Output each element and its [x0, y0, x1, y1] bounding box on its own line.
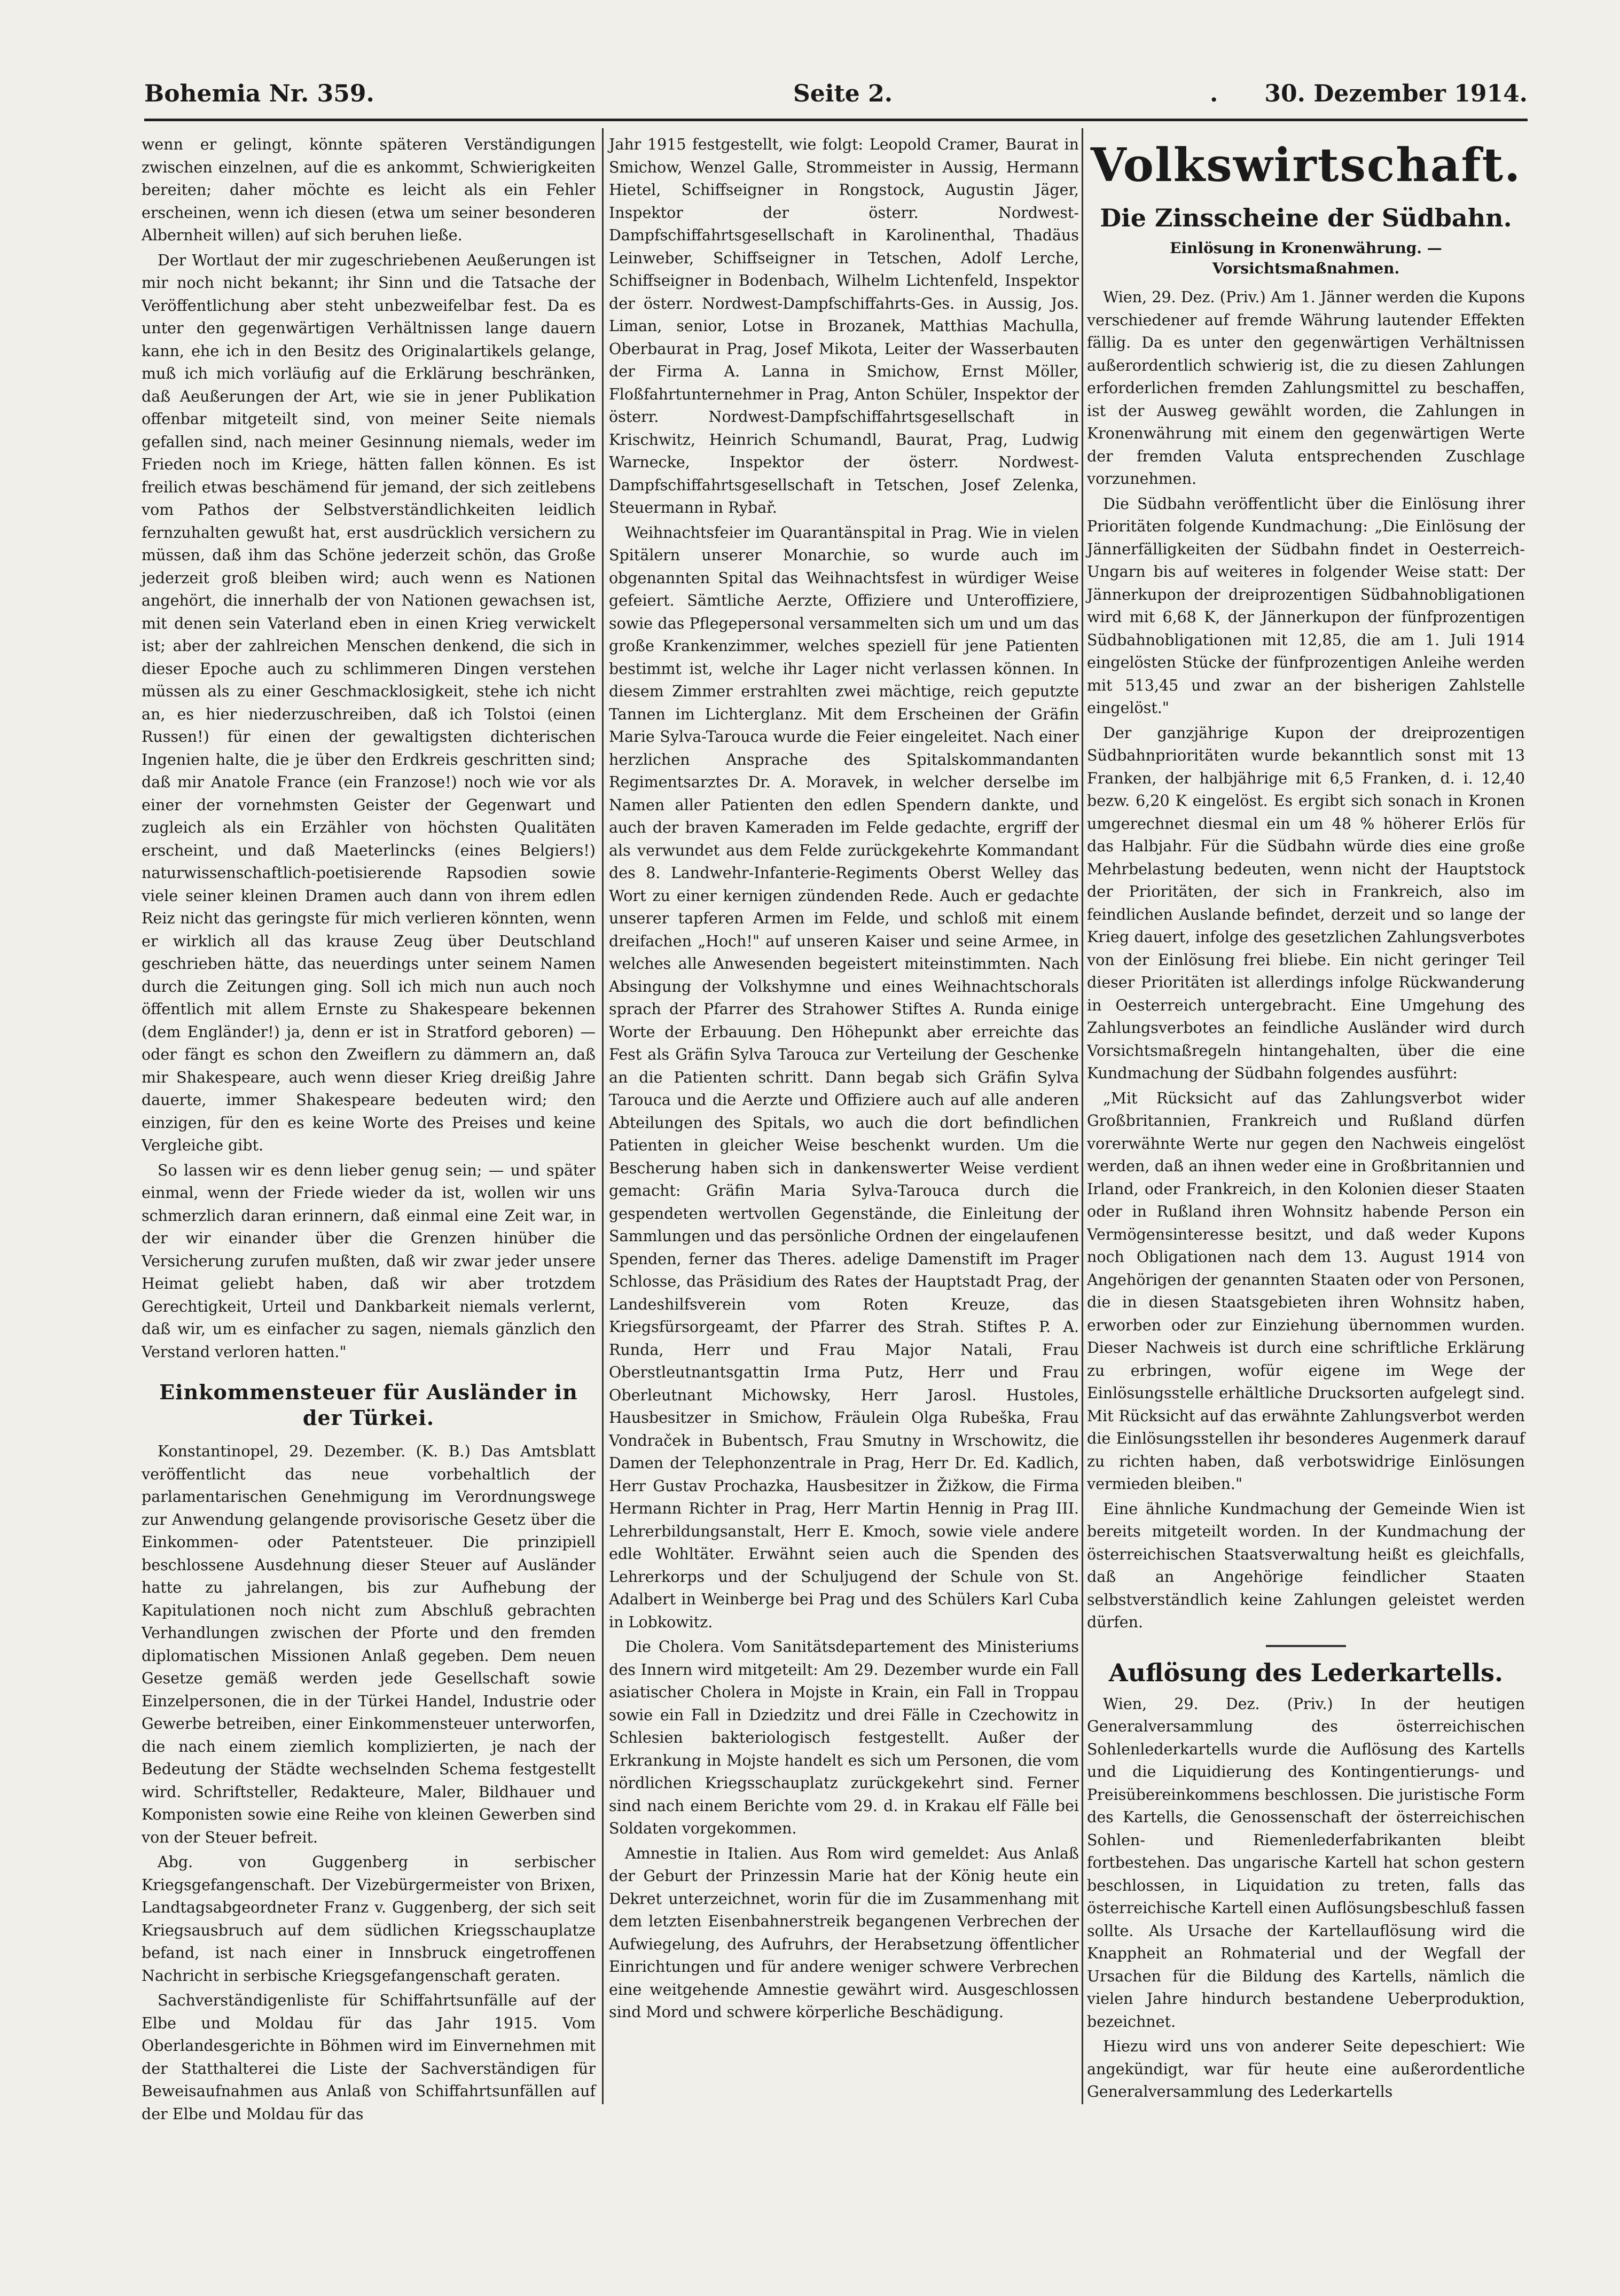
article-heading-lederkartell: Auflösung des Lederkartells.: [1108, 1658, 1504, 1687]
article-paragraph: Der Wortlaut der mir zugeschriebenen Aeußerungen ist mir noch nicht bekannt; ihr Sinn und die Tatsache der Veröffentlichung aber steht unbezweifelbar fest. Da es unter den gegenwärtigen Verhältnissen lange dauern kann, ehe ich in den Besitz des Originalartikels gelange, muß ich mich vorläufig auf die Erklärung beschränken, daß Aeußerungen der Art, wie sie in jener Publikation offenbar mitgeteilt sind, von meiner Seite niemals gefallen sind, nach meiner Gesinnung niemals, weder im Frieden noch im Kriege, hätten fallen können. Es ist freilich etwas beschämend für jemand, der sich zeitlebens vom Pathos der Selbstverständlichkeiten leidlich fernzuhalten gewußt hat, erst ausdrücklich versichern zu müssen, daß ihm das Schöne jederzeit schön, das Große jederzeit groß bleiben wird; auch wenn es Nationen angehört, die innerhalb der von Nationen gewachsen ist, mit denen sein Vaterland eben in einen Krieg verwickelt ist; aber der zahlreichen Menschen denkend, die sich in dieser Epoche auch zu schlimmeren Dingen verstehen müssen als zu einer Geschmacklosigkeit, stehe ich nicht an, es hier niederzuschreiben, daß ich Tolstoi (einen Russen!) für einen der gewaltigsten dichterischen Ingenien halte, die je über den Erdkreis geschritten sind; daß mir Anatole France (ein Franzose!) noch wie vor als einer der vornehmsten Geister der Gegenwart und zugleich als ein Erzähler von höchsten Qualitäten erscheint, und daß Maeterlincks (eines Belgiers!) naturwissenschaftlich-poetisierende Rapsodien sowie viele seiner kleinen Dramen auch dann von ihrem edlen Reiz nicht das geringste für mich verlieren könnten, wenn er wirklich all das krause Zeug über Deutschland geschrieben hätte, das neuerdings unter seinem Namen durch die Zeitungen ging. Soll ich mich nun auch noch öffentlich mit allem Ernste zu Shakespeare bekennen (dem Engländer!) ja, denn er ist in Stratford geboren) — oder fängt es schon den Zweiflern zu dämmern an, daß mir Shakespeare, auch wenn dieser Krieg dreißig Jahre dauerte, immer Shakespeare bedeuten wird; den einzigen, für den es keine Worte des Preises und keine Vergleiche gibt.: [142, 251, 596, 1154]
article-paragraph: Wien, 29. Dez. (Priv.) Am 1. Jänner werden die Kupons verschiedener auf fremde Währung lautender Effekten fällig. Da es unter den gegenwärtigen Verhältnissen außerordentlich schwierig ist, die zu diesen Zahlungen erforderlichen fremden Zahlungsmittel zu beschaffen, ist der Ausweg gewählt worden, die Zahlungen in Kronenwährung mit einem den gegenwärtigen Werte der fremden Valuta entsprechenden Zuschlage vorzunehmen.: [1087, 288, 1525, 488]
article-subheading: Einlösung in Kronenwährung. — Vorsichtsmaßnahmen.: [1170, 239, 1442, 277]
article-paragraph: Konstantinopel, 29. Dezember. (K. B.) Das Amtsblatt veröffentlicht das neue vorbehaltlich der parlamentarischen Genehmigung im Verordnungswege zur Anwendung gelangende provisorische Gesetz über die Einkommen- oder Patentsteuer. Die prinzipiell beschlossene Ausdehnung dieser Steuer auf Ausländer hatte zu jahrelangen, bis zur Aufhebung der Kapitulationen noch nicht zum Abschluß gebrachten Verhandlungen zwischen der Pforte und den fremden diplomatischen Missionen Anlaß gegeben. Dem neuen Gesetze gemäß werden jede Gesellschaft sowie Einzelpersonen, die in der Türkei Handel, Industrie oder Gewerbe betreiben, einer Einkommensteuer unterworfen, die nach einem ziemlich komplizierten, je nach der Bedeutung der Städte wechselnden Schema festgestellt wird. Schriftsteller, Redakteure, Maler, Bildhauer und Komponisten sowie eine Reihe von kleinen Gewerben sind von der Steuer befreit.: [142, 1443, 596, 1846]
column-rule-2: [1082, 128, 1083, 2104]
page-header: [144, 80, 1528, 117]
header-date: 30. Dezember 1914.: [1264, 80, 1528, 107]
article-paragraph: Wien, 29. Dez. (Priv.) In der heutigen Generalversammlung des österreichischen Sohlenlederkartells wurde die Auflösung des Kartells und die Liquidierung des Kontingentierungs- und Preisübereinkommens beschlossen. Die juristische Form des Kartells, die Genossenschaft der österreichischen Sohlen- und Riemenlederfabrikanten bleibt fortbestehen. Das ungarische Kartell hat schon gestern beschlossen, in Liquidation zu treten, falls das österreichische Kartell einen Auflösungsbeschluß fassen sollte. Als Ursache der Kartellauflösung wird die Knappheit an Rohmaterial und der Wegfall der Ursachen für die Bildung des Kartells, nämlich die vielen Jahre hindurch bestandene Ueberproduktion, bezeichnet.: [1087, 1695, 1525, 2031]
article-paragraph: Weihnachtsfeier im Quarantänspital in Prag. Wie in vielen Spitälern unserer Monarchie, so wurde auch im obgenannten Spital das Weihnachtsfest in würdiger Weise gefeiert. Sämtliche Aerzte, Offiziere und Unteroffiziere, sowie das Pflegepersonal versammelten sich um und um das große Krankenzimmer, welches speziell für jene Patienten bestimmt ist, welche ihr Lager nicht verlassen können. In diesem Zimmer erstrahlten zwei mächtige, reich geputzte Tannen im Lichterglanz. Mit dem Erscheinen der Gräfin Marie Sylva-Tarouca wurde die Feier eingeleitet. Nach einer herzlichen Ansprache des Spitalskommandanten Regimentsarztes Dr. A. Moravek, in welcher derselbe im Namen aller Patienten den edlen Spendern dankte, und auch der braven Kameraden im Felde gedachte, ergriff der als verwundet aus dem Felde zurückgekehrte Kommandant des 8. Landwehr-Infanterie-Regiments Oberst Welley das Wort zu einer kernigen zündenden Rede. Auch er gedachte unserer tapferen Armen im Felde, und schloß mit einem dreifachen „Hoch!" auf unseren Kaiser und seine Armee, in welches alle Anwesenden begeistert miteinstimmten. Nach Absingung der Volkshymne und eines Weihnachtschorals sprach der Pfarrer des Strahower Stiftes A. Runda einige Worte der Erbauung. Den Höhepunkt aber erreichte das Fest als Gräfin Sylva Tarouca zur Verteilung der Geschenke an die Patienten schritt. Dann begab sich Gräfin Sylva Tarouca und die Aerzte und Offiziere auch auf alle anderen Abteilungen des Spitals, wo auch die dort befindlichen Patienten in gleicher Weise beschenkt wurden. Um die Bescherung haben sich in dankenswerter Weise verdient gemacht: Gräfin Maria Sylva-Tarouca durch die gespendeten wertvollen Gegenstände, die Einleitung der Sammlungen und das persönliche Ordnen der eingelaufenen Spenden, ferner das Theres. adelige Damenstift im Prager Schlosse, das Präsidium des Rates der Hauptstadt Prag, der Landeshilfsverein vom Roten Kreuze, das Kriegsfürsorgeamt, der Pfarrer des Strah. Stiftes P. A. Runda, Herr und Frau Major Natali, Frau Oberstleutnantsgattin Irma Putz, Herr und Frau Oberleutnant Michowsky, Herr Jarosl. Hustoles, Hausbesitzer in Smichow, Fräulein Olga Rubeška, Frau Vondraček in Bubentsch, Frau Smutny in Wrschowitz, die Damen der Telephonzentrale in Prag, Herr Dr. Ed. Kadlich, Herr Gustav Prochazka, Hausbesitzer in Žižkow, die Firma Hermann Richter in Prag, Herr Martin Hennig in Prag III. Lehrerbildungsanstalt, Herr E. Kmoch, sowie viele andere edle Wohltäter. Erwähnt seien auch die Spenden des Lehrerkorps und der Schuljugend der Schule von St. Adalbert in Weinberge bei Prag und des Schülers Karl Cuba in Lobkowitz.: [609, 523, 1079, 1631]
article-heading-turkey-tax: Einkommensteuer für Ausländer in der Türkei.: [159, 1380, 578, 1430]
article-paragraph: „Mit Rücksicht auf das Zahlungsverbot wider Großbritannien, Frankreich und Rußland dürfen vorerwähnte Werte nur gegen den Nachweis eingelöst werden, daß an ihnen weder eine in Großbritannien und Irland, oder Frankreich, in den Kolonien dieser Staaten oder in Rußland ihren Wohnsitz habende Person ein Vermögensinteresse besitzt, und daß weder Kupons noch Obligationen nach dem 13. August 1914 von Angehörigen der genannten Staaten oder von Personen, die in diesen Staatsgebieten ihren Wohnsitz haben, erworben oder zur Einziehung übernommen wurden. Dieser Nachweis ist durch eine schriftliche Erklärung zu erbringen, wofür eigene im Wege der Einlösungsstelle erhältliche Drucksorten aufgelegt sind. Mit Rücksicht auf das erwähnte Zahlungsverbot werden die Einlösungsstellen ihr besonderes Augenmerk darauf zu richten haben, daß verbotswidrige Einlösungen vermieden bleiben.": [1087, 1089, 1525, 1493]
article-paragraph: Der ganzjährige Kupon der dreiprozentigen Südbahnprioritäten wurde bekanntlich sonst mit 13 Franken, der halbjährige mit 6,5 Franken, d. i. 12,40 bezw. 6,20 K eingelöst. Es ergibt sich sonach in Kronen umgerechnet diesmal ein um 48 % höherer Erlös für das Halbjahr. Für die Südbahn würde dies eine große Mehrbelastung bedeuten, wenn nicht der Hauptstock der Prioritäten, der sich in Frankreich, also im feindlichen Auslande befindet, derzeit und so lange der Krieg dauert, infolge des gesetzlichen Zahlungsverbotes von der Einlösung frei bliebe. Ein nicht geringer Teil dieser Prioritäten ist allerdings infolge Rückwanderung in Oesterreich untergebracht. Eine Umgehung des Zahlungsverbotes an feindliche Ausländer wird durch Vorsichtsmaßregeln hintangehalten, über die eine Kundmachung der Südbahn folgendes ausführt:: [1087, 724, 1525, 1082]
article-paragraph: Die Südbahn veröffentlicht über die Einlösung ihrer Prioritäten folgende Kundmachung: „Die Einlösung der Jännerfälligkeiten der Südbahn findet in Oesterreich-Ungarn bis auf weiteres in folgender Weise statt: Der Jännerkupon der dreiprozentigen Südbahnobligationen wird mit 6,68 K, der Jännerkupon der fünfprozentigen Südbahnobligationen mit 12,85, die am 1. Juli 1914 eingelösten Stücke der fünfprozentigen Anleihe werden mit 513,45 und zwar an der bisherigen Zahlstelle eingelöst.": [1087, 495, 1525, 717]
article-paragraph: Abg. von Guggenberg in serbischer Kriegsgefangenschaft. Der Vizebürgermeister von Brixen, Landtagsabgeordneter Franz v. Guggenberg, der sich seit Kriegsausbruch auf dem südlichen Kriegsschauplatze befand, ist nach einer in Innsbruck eingetroffenen Nachricht in serbische Kriegsgefangenschaft geraten.: [142, 1853, 596, 1985]
article-paragraph: Sachverständigenliste für Schiffahrtsunfälle auf der Elbe und Moldau für das Jahr 1915. Vom Oberlandesgerichte in Böhmen wird im Einvernehmen mit der Statthalterei die Liste der Sachverständigen für Beweisaufnahmen aus Anlaß von Schiffahrtsunfällen auf der Elbe und Moldau für das: [142, 1992, 596, 2123]
article-paragraph: Hiezu wird uns von anderer Seite depeschiert: Wie angekündigt, war für heute eine außerordentliche Generalversammlung des Lederkartells: [1087, 2038, 1525, 2101]
column-rule-1: [602, 128, 604, 2104]
column-3: [1087, 134, 1525, 2163]
header-issue: Bohemia Nr. 359.: [144, 80, 374, 107]
article-paragraph: Jahr 1915 festgestellt, wie folgt: Leopold Cramer, Baurat in Smichow, Wenzel Galle, Strommeister in Aussig, Hermann Hietel, Schiffseigner in Rongstock, Augustin Jäger, Inspektor der österr. Nordwest-Dampfschiffahrtsgesellschaft in Karolinenthal, Thadäus Leinweber, Schiffseigner in Tetschen, Adolf Lerche, Schiffseigner in Bodenbach, Wilhelm Lichtenfeld, Inspektor der österr. Nordwest-Dampfschiffahrts-Ges. in Aussig, Jos. Liman, senior, Lotse in Brozanek, Matthias Machulla, Oberbaurat in Prag, Josef Mikota, Leiter der Wasserbauten der Firma A. Lanna in Smichow, Ernst Möller, Floßfahrtunternehmer in Prag, Anton Schüler, Inspektor der österr. Nordwest-Dampfschiffahrtsgesellschaft in Krischwitz, Heinrich Schumandl, Baurat, Prag, Ludwig Warnecke, Inspektor der österr. Nordwest-Dampfschiffahrtsgesellschaft in Tetschen, Josef Zelenka, Steuermann in Rybař.: [609, 136, 1079, 516]
article-paragraph: Eine ähnliche Kundmachung der Gemeinde Wien ist bereits mitgeteilt worden. In der Kundmachung der österreichischen Staatsverwaltung heißt es gleichfalls, daß an Angehörige feindlicher Staaten selbstverständlich keine Zahlungen geleistet werden dürfen.: [1087, 1500, 1525, 1631]
column-1: [142, 134, 596, 2123]
section-title: Volkswirtschaft.: [1090, 138, 1522, 192]
separator: [1266, 1645, 1346, 1647]
article-paragraph: Amnestie in Italien. Aus Rom wird gemeldet: Aus Anlaß der Geburt der Prinzessin Marie hat der König heute ein Dekret unterzeichnet, worin für die im Zusammenhang mit dem letzten Eisenbahnerstreik begangenen Verbrechen der Aufwiegelung, des Aufruhrs, der Herabsetzung öffentlicher Einrichtungen und für andere weniger schwere Verbrechen eine weitgehende Amnestie gewährt wird. Ausgeschlossen sind Mord und schwere körperliche Beschädigung.: [609, 1844, 1079, 2021]
header-rule: [144, 119, 1528, 121]
article-paragraph: So lassen wir es denn lieber genug sein; — und später einmal, wenn der Friede wieder da ist, wollen wir uns schmerzlich daran erinnern, daß einmal eine Zeit war, in der wir einander über die Grenzen hinüber die Versicherung zurufen mußten, daß wir zwar jeder unsere Heimat geliebt haben, daß wir aber trotzdem Gerechtigkeit, Urteil und Dankbarkeit niemals verlernt, daß wir, um es einfacher zu sagen, niemals gänzlich den Verstand verloren hatten.": [142, 1161, 596, 1361]
header-page-number: Seite 2.: [793, 80, 893, 107]
article-heading-suedbahn: Die Zinsscheine der Südbahn.: [1100, 203, 1512, 232]
header-dot: .: [1210, 80, 1218, 107]
article-paragraph: wenn er gelingt, könnte späteren Verständigungen zwischen einzelnen, auf die es ankommt, Schwierigkeiten bereiten; daher möchte es leicht als ein Fehler erscheinen, wenn ich diesen (etwa um seiner besonderen Albernheit willen) auf sich beruhen ließe.: [142, 136, 596, 244]
column-2: [609, 134, 1079, 2110]
article-paragraph: Die Cholera. Vom Sanitätsdepartement des Ministeriums des Innern wird mitgeteilt: Am 29. Dezember wurde ein Fall asiatischer Cholera in Mojste in Krain, ein Fall in Troppau sowie ein Fall in Dziedzitz und drei Fälle in Czechowitz in Schlesien bakteriologisch festgestellt. Außer der Erkrankung in Mojste handelt es sich um Personen, die vom nördlichen Kriegsschauplatz zurückgekehrt sind. Ferner sind nach einem Berichte vom 29. d. in Krakau elf Fälle bei Soldaten vorgekommen.: [609, 1638, 1079, 1837]
